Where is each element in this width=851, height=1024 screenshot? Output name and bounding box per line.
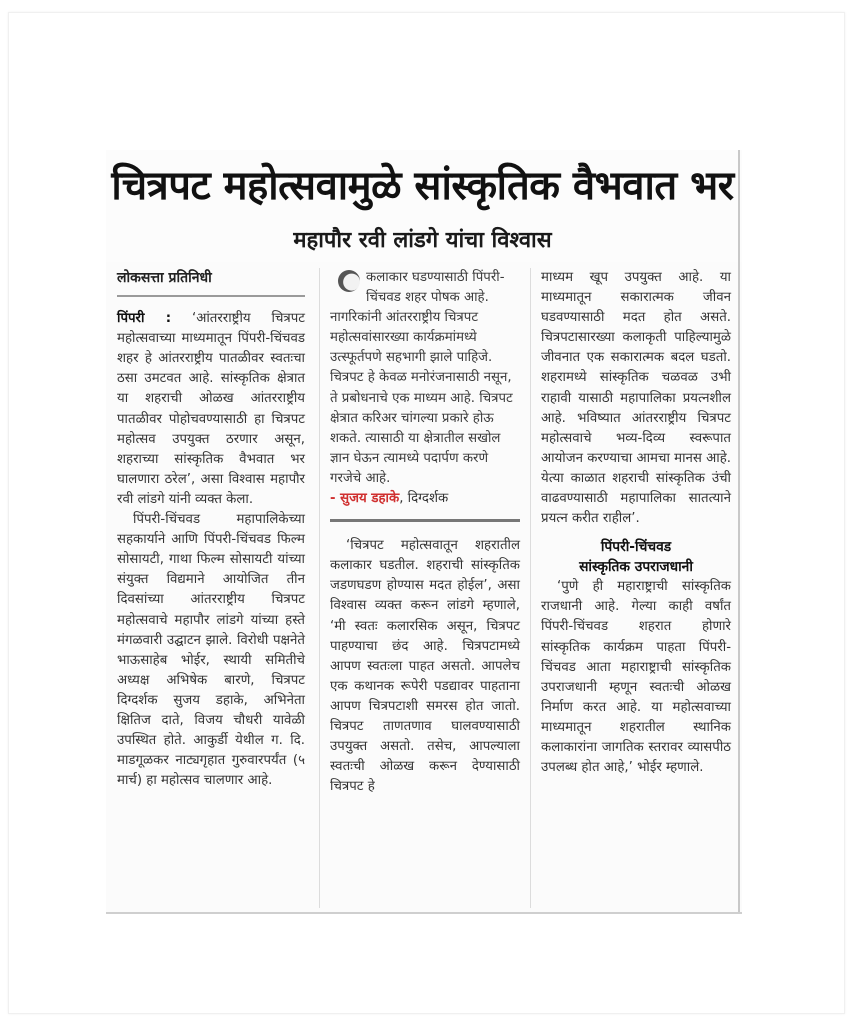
lead-text: ‘आंतरराष्ट्रीय चित्रपट महोत्सवाच्या माध्यमातून पिंपरी-चिंचवड शहर हे आंतरराष्ट्रीय पातळीवर स्वतःचा ठसा उमटवत आहे. सांस्कृतिक क्षेत्रात या शहराची ओळख आंतरराष्ट्रीय पातळीवर पोहोचवण्यासाठी हा चित्रपट महोत्सव उपयुक्त ठरणार असून, शहराच्या सांस्कृतिक वैभवात भर घालणारा ठरेल’, असा विश्वास महापौर रवी लांडगे यांनी व्यक्त केला.	[117, 311, 305, 507]
byline: लोकसत्ता प्रतिनिधी	[117, 268, 305, 297]
quote-circle-icon	[338, 270, 360, 292]
dateline: पिंपरी :	[117, 311, 172, 327]
column-divider	[530, 268, 531, 908]
body-paragraph: पिंपरी-चिंचवड महापालिकेच्या सहकार्याने आणि पिंपरी-चिंचवड फिल्म सोसायटी, गाथा फिल्म सोसायटी यांच्या संयुक्त विद्यमाने आयोजित तीन दिवसांच्या आंतरराष्ट्रीय चित्रपट महोत्सवाचे महापौर लांडगे यांच्या हस्ते मंगळवारी उद्घाटन झाले. विरोधी पक्षनेते भाऊसाहेब भोईर, स्थायी समितीचे अध्यक्ष अभिषेक बारणे, चित्रपट दिग्दर्शक सुजय डहाके, अभिनेता क्षितिज दाते, विजय चौधरी यावेळी उपस्थित होते. आकुर्डी येथील ग. दि. माडगूळकर नाट्यगृहात गुरुवारपर्यंत (५ मार्च) हा महोत्सव चालणार आहे.	[117, 512, 305, 789]
article-column-3	[541, 268, 731, 778]
clipping-bottom-border	[106, 912, 742, 914]
subheading-line-1: पिंपरी-चिंचवड	[600, 539, 672, 556]
pull-quote-author: - सुजय डहाके	[330, 491, 400, 507]
pull-quote-text: कलाकार घडण्यासाठी पिंपरी-चिंचवड शहर पोषक आहे. नागरिकांनी आंतरराष्ट्रीय चित्रपट महोत्सवांसारख्या कार्यक्रमांमध्ये उत्स्फूर्तपणे सहभागी झाले पाहिजे. चित्रपट हे केवळ मनोरंजनासाठी नसून, ते प्रबोधनाचे एक माध्यम आहे. चित्रपट क्षेत्रात करिअर चांगल्या प्रकारे होऊ शकते. त्यासाठी या क्षेत्रातील सखोल ज्ञान घेऊन त्यामध्ये पदार्पण करणे गरजेचे आहे.	[330, 270, 513, 486]
pull-quote	[330, 268, 520, 509]
lead-paragraph	[117, 309, 305, 510]
pull-quote-divider	[330, 519, 520, 522]
body-paragraph: माध्यम खूप उपयुक्त आहे. या माध्यमातून सकारात्मक जीवन घडवण्यासाठी मदत होत असते. चित्रपटासारख्या कलाकृती पाहिल्यामुळे जीवनात एक सकारात्मक बदल घडतो. शहरामध्ये सांस्कृतिक चळवळ उभी राहावी यासाठी महापालिका प्रयत्नशील आहे. भविष्यात आंतरराष्ट्रीय चित्रपट महोत्सवाचे भव्य-दिव्य स्वरूपात आयोजन करण्याचा आमचा मानस आहे. येत्या काळात शहराची सांस्कृतिक उंची वाढवण्यासाठी महापालिका सातत्याने प्रयत्न करीत राहील’.	[541, 270, 731, 527]
body-paragraph: ‘पुणे ही महाराष्ट्राची सांस्कृतिक राजधानी आहे. गेल्या काही वर्षांत पिंपरी-चिंचवड शहरात होणारे सांस्कृतिक कार्यक्रम पाहता पिंपरी-चिंचवड आता महाराष्ट्राची सांस्कृतिक उपराजधानी म्हणून स्वतःची ओळख निर्माण करत आहे. या महोत्सवाच्या माध्यमातून शहरातील स्थानिक कलाकारांना जागतिक स्तरावर व्यासपीठ उपलब्ध होत आहे,’ भोईर म्हणाले.	[541, 579, 731, 776]
article-column-1	[117, 268, 305, 791]
column-divider	[319, 268, 320, 908]
article-column-2	[330, 268, 520, 797]
article-subheadline: महापौर रवी लांडगे यांचा विश्वास	[293, 228, 552, 253]
pull-quote-role: , दिग्दर्शक	[399, 491, 449, 507]
body-paragraph: ‘चित्रपट महोत्सवातून शहरातील कलाकार घडतील. शहराची सांस्कृतिक जडणघडण होण्यास मदत होईल’, असा विश्वास व्यक्त करून लांडगे म्हणाले, ‘मी स्वतः कलारसिक असून, चित्रपट पाहण्याचा छंद आहे. चित्रपटामध्ये आपण स्वतःला पाहत असतो. आपलेच एक कथानक रूपेरी पडद्यावर पाहताना आपण चित्रपटाशी समरस होत जातो. चित्रपट ताणतणाव घालवण्यासाठी उपयुक्त असतो. तसेच, आपल्याला स्वतःची ओळख करून देण्यासाठी चित्रपट हे	[330, 538, 520, 795]
article-headline: चित्रपट महोत्सवामुळे सांस्कृतिक वैभवात भर	[111, 163, 734, 209]
subheading-line-2: सांस्कृतिक उपराजधानी	[579, 559, 693, 576]
clipping-right-border	[738, 150, 740, 912]
